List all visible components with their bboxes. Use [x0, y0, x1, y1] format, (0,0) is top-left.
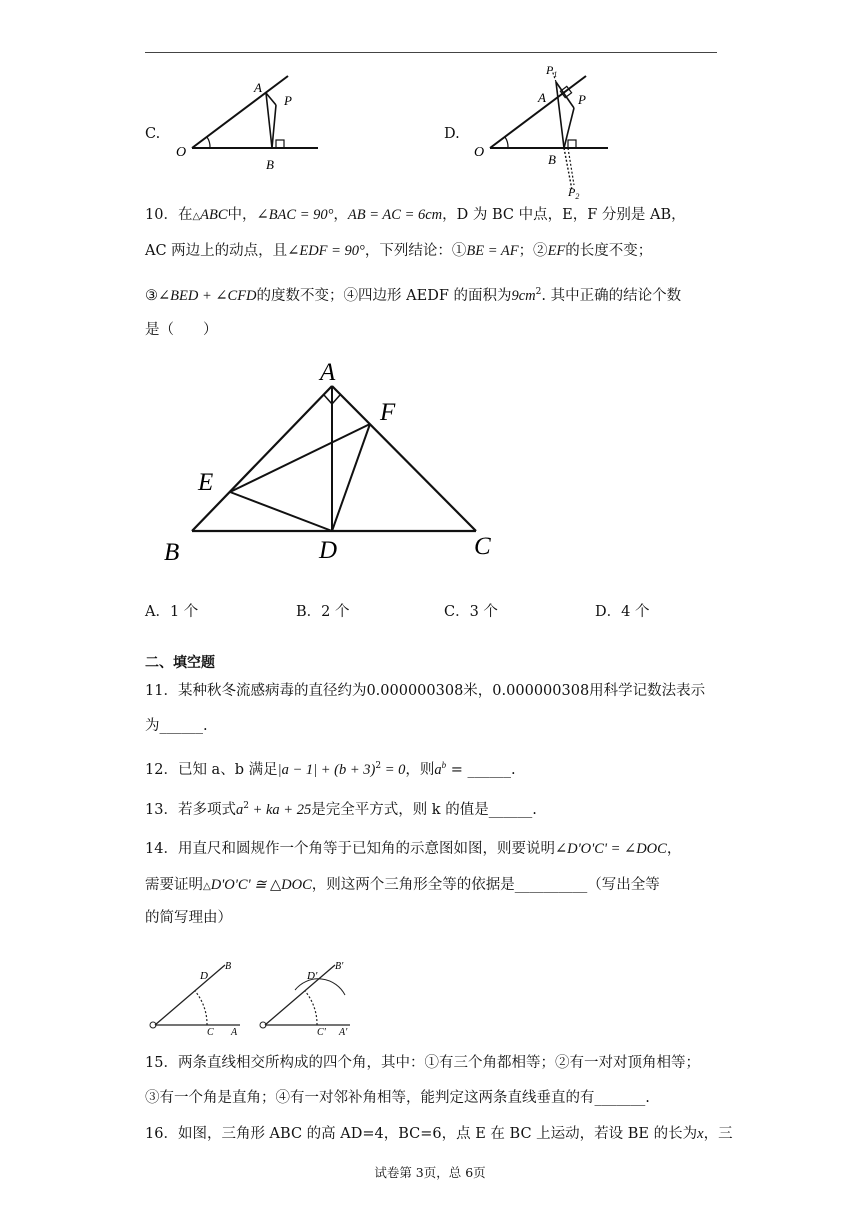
q10-option-c[interactable]: C．3 个 [444, 604, 498, 620]
fig-label-b: B [164, 539, 180, 566]
q10-line-2: AC 两边上的动点，且∠EDF = 90°，下列结论：①BE = AF；②EF的长度不变； [145, 243, 653, 259]
option-d-label: D. [444, 126, 460, 142]
figure-option-c [170, 68, 330, 176]
q15-line-2: ③有一个角是直角；④有一对邻补角相等，能判定这两条直线垂直的有_______. [145, 1090, 650, 1106]
fig-label-c: C [474, 533, 491, 560]
q10-option-a[interactable]: A．1 个 [145, 604, 199, 620]
q11-line-2: 为______. [145, 718, 208, 734]
fig-d-label-a: A [538, 90, 546, 105]
q10-line-1: 10．在△ABC中，∠BAC = 90°，AB = AC = 6cm，D 为 BC 中点，E，F 分别是 AB， [145, 207, 686, 223]
fig-d-label-o: O [474, 145, 485, 160]
fig2-label-a: A' [339, 1027, 348, 1038]
figure-angle-copy [253, 955, 365, 1038]
fig-c-label-a: A [254, 80, 262, 95]
q13-line: 13．若多项式$a^2$ + ka + 25是完全平方式，则 k 的值是______. [145, 801, 537, 818]
fig-d-label-p1: $P_1$ [546, 63, 558, 79]
q14-line-1: 14．用直尺和圆规作一个角等于已知角的示意图如图，则要说明∠D'O'C' = ∠DOC， [145, 841, 682, 857]
page-footer: 试卷第 3页，总 6页 [374, 1165, 486, 1180]
fig-label-e: E [198, 469, 214, 496]
q10-line-3: ③∠BED + ∠CFD的度数不变；④四边形 AEDF 的面积为$9cm^2$. 其中正确的结论个数 [145, 287, 682, 304]
fig2-label-c: C' [317, 1027, 326, 1038]
fig2-label-b: B' [335, 961, 344, 972]
q14-line-2: 需要证明△D'O'C' ≅ △DOC，则这两个三角形全等的依据是__________（写出全等 [145, 877, 660, 893]
fig-c-label-b: B [266, 157, 274, 172]
section-title-fill-in: 二、填空题 [145, 655, 215, 671]
figure-option-d [468, 60, 618, 200]
fig2-label-d: D' [307, 970, 318, 982]
fig-label-a: A [320, 359, 336, 386]
q14-line-3: 的简写理由） [145, 910, 232, 926]
fig1-label-d: D [200, 970, 208, 982]
figure-angle-original [143, 955, 255, 1038]
fig2-label-o: O' [253, 1029, 254, 1030]
fig-d-label-p2: $P_2$ [568, 185, 580, 201]
fig-d-label-p: P [578, 92, 586, 107]
fig-d-label-b: B [548, 152, 556, 167]
fig-label-d: D [319, 537, 338, 564]
fig-c-label-p: P [284, 93, 292, 108]
option-c-label: C. [145, 126, 161, 142]
fig1-label-o: O [143, 1029, 144, 1030]
q10-option-d[interactable]: D．4 个 [595, 604, 650, 620]
fig-label-f: F [380, 399, 396, 426]
fig1-label-c: C [207, 1027, 214, 1038]
fig-c-label-o: O [176, 145, 187, 160]
header-rule [145, 52, 717, 53]
figure-triangle-abc [158, 358, 508, 570]
q10-option-b[interactable]: B．2 个 [296, 604, 350, 620]
fig1-label-b: B [225, 961, 232, 972]
q11-line-1: 11．某种秋冬流感病毒的直径约为0.000000308米，0.000000308用科学记数法表示 [145, 683, 706, 699]
q12-line: 12．已知 a、b 满足$|a - 1| + (b + 3)^2 = 0$，则$a^b$ = ______. [145, 760, 516, 778]
q15-line-1: 15．两条直线相交所构成的四个角，其中：①有三个角都相等；②有一对对顶角相等； [145, 1055, 700, 1071]
q16-line-1: 16．如图，三角形 ABC 的高 AD=4，BC=6，点 E 在 BC 上运动，若设 BE 的长为x，三 [145, 1126, 733, 1142]
q10-line-4: 是（ ） [145, 322, 218, 338]
fig1-label-a: A [231, 1027, 238, 1038]
